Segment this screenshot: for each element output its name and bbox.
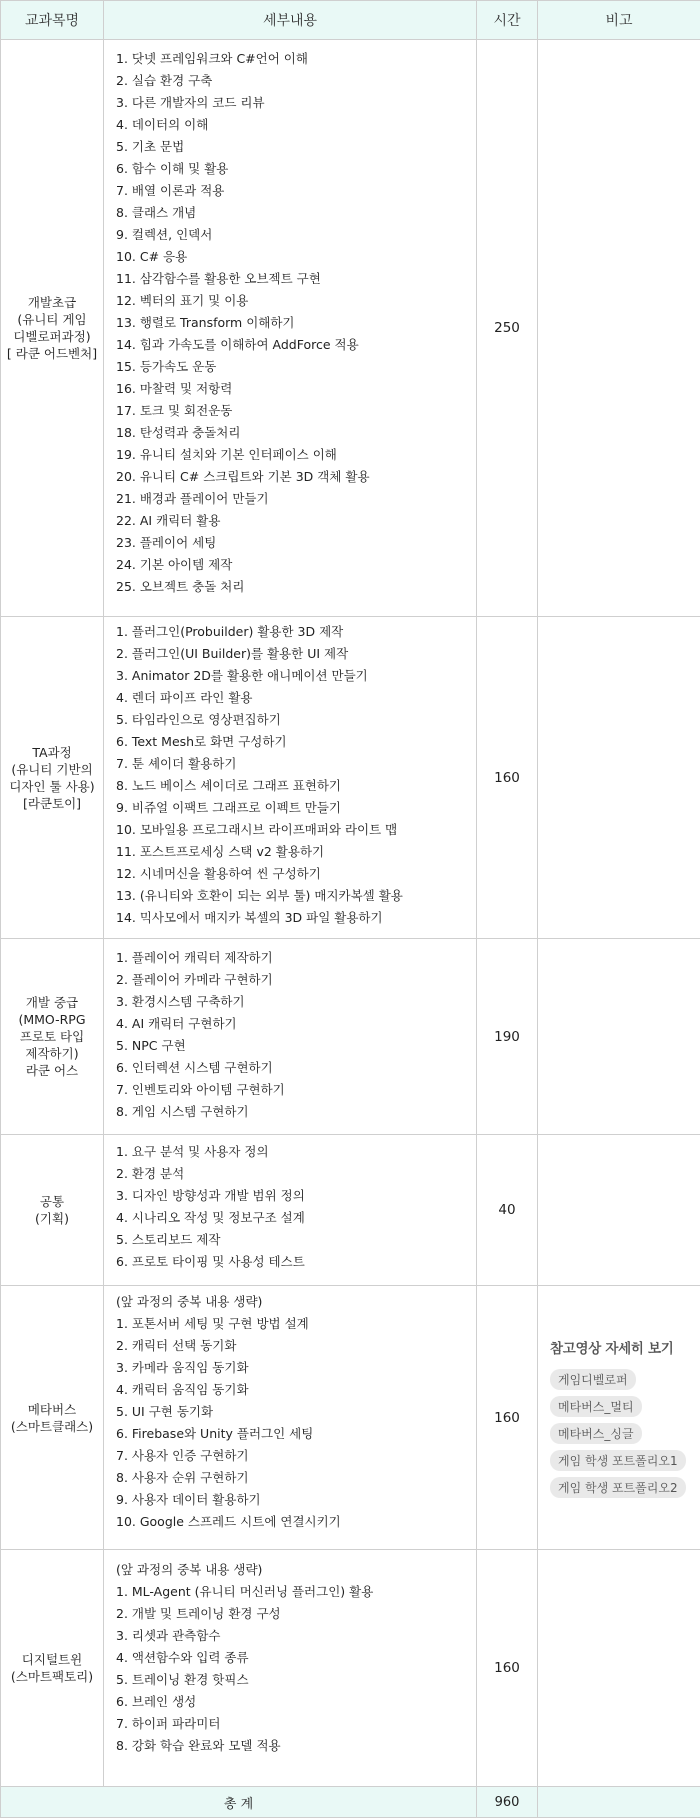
detail-item: 22. AI 캐릭터 활용 [116, 510, 470, 532]
course-name-line: 개발초급 [4, 294, 100, 311]
detail-item: 6. 브레인 생성 [116, 1691, 470, 1713]
course-name-line: 디자인 툴 사용) [4, 778, 100, 795]
total-row [1, 1787, 700, 1818]
detail-item: 6. 프로토 타이핑 및 사용성 테스트 [116, 1251, 470, 1273]
detail-item: 1. 닷넷 프레임워크와 C#언어 이해 [116, 48, 470, 70]
detail-item: 1. ML-Agent (유니티 머신러닝 플러그인) 활용 [116, 1581, 470, 1603]
detail-list [116, 48, 470, 598]
detail-item: 4. 데이터의 이해 [116, 114, 470, 136]
header-subject: 교과목명 [1, 1, 104, 40]
detail-item: 3. Animator 2D를 활용한 애니메이션 만들기 [116, 665, 470, 687]
course-hours: 160 [477, 1550, 538, 1787]
detail-item: 14. 믹사모에서 매지카 복셀의 3D 파일 활용하기 [116, 907, 470, 929]
detail-item: 4. 렌더 파이프 라인 활용 [116, 687, 470, 709]
detail-list [116, 1291, 470, 1533]
detail-item: 2. 플러그인(UI Builder)를 활용한 UI 제작 [116, 643, 470, 665]
header-hours: 시간 [477, 1, 538, 40]
table-header-row [1, 1, 700, 40]
detail-item: (앞 과정의 중복 내용 생략) [116, 1291, 470, 1313]
course-row [1, 40, 700, 617]
detail-item: (앞 과정의 중복 내용 생략) [116, 1559, 470, 1581]
course-hours: 40 [477, 1135, 538, 1286]
course-name-line: 디벨로퍼과정) [4, 328, 100, 345]
detail-item: 4. 액션함수와 입력 종류 [116, 1647, 470, 1669]
detail-item: 1. 플러그인(Probuilder) 활용한 3D 제작 [116, 621, 470, 643]
detail-item: 20. 유니티 C# 스크립트와 기본 3D 객체 활용 [116, 466, 470, 488]
total-label: 총 계 [1, 1787, 477, 1818]
detail-item: 9. 사용자 데이터 활용하기 [116, 1489, 470, 1511]
detail-item: 14. 힘과 가속도를 이해하여 AddForce 적용 [116, 334, 470, 356]
detail-item: 9. 비쥬얼 이팩트 그래프로 이펙트 만들기 [116, 797, 470, 819]
detail-item: 5. 기초 문법 [116, 136, 470, 158]
detail-item: 3. 환경시스템 구축하기 [116, 991, 470, 1013]
detail-item: 4. 캐릭터 움직임 동기화 [116, 1379, 470, 1401]
course-name-line: [ 라쿤 어드벤처] [4, 345, 100, 362]
detail-item: 5. NPC 구현 [116, 1035, 470, 1057]
detail-item: 12. 시네머신을 활용하여 씬 구성하기 [116, 863, 470, 885]
detail-item: 9. 컬렉션, 인덱서 [116, 224, 470, 246]
detail-item: 10. Google 스프레드 시트에 연결시키기 [116, 1511, 470, 1533]
detail-item: 4. AI 캐릭터 구현하기 [116, 1013, 470, 1035]
detail-item: 8. 노드 베이스 셰이더로 그래프 표현하기 [116, 775, 470, 797]
course-note [538, 1286, 700, 1550]
course-hours: 160 [477, 617, 538, 939]
reference-video-link[interactable]: 게임 학생 포트폴리오1 [550, 1450, 686, 1471]
header-note: 비고 [538, 1, 700, 40]
detail-item: 18. 탄성력과 충돌처리 [116, 422, 470, 444]
detail-item: 8. 강화 학습 완료와 모델 적용 [116, 1735, 470, 1757]
course-name-line: (유니티 기반의 [4, 761, 100, 778]
course-name-line: (유니티 게임 [4, 311, 100, 328]
detail-item: 2. 캐릭터 선택 동기화 [116, 1335, 470, 1357]
course-name-line: [라쿤토이] [4, 795, 100, 812]
detail-item: 7. 사용자 인증 구현하기 [116, 1445, 470, 1467]
detail-item: 5. 트레이닝 환경 핫픽스 [116, 1669, 470, 1691]
course-details [104, 617, 477, 939]
detail-item: 7. 하이퍼 파라미터 [116, 1713, 470, 1735]
course-name-line: 개발 중급 [4, 994, 100, 1011]
detail-item: 5. UI 구현 동기화 [116, 1401, 470, 1423]
course-note [538, 40, 700, 617]
detail-list [116, 947, 470, 1123]
course-row [1, 617, 700, 939]
reference-video-link[interactable]: 게임디벨로퍼 [550, 1369, 636, 1390]
course-name-line: (MMO-RPG [4, 1011, 100, 1028]
detail-item: 12. 벡터의 표기 및 이용 [116, 290, 470, 312]
detail-item: 16. 마찰력 및 저항력 [116, 378, 470, 400]
course-details [104, 1550, 477, 1787]
course-name-line: TA과정 [4, 744, 100, 761]
detail-item: 2. 환경 분석 [116, 1163, 470, 1185]
detail-item: 17. 토크 및 회전운동 [116, 400, 470, 422]
detail-item: 3. 다른 개발자의 코드 리뷰 [116, 92, 470, 114]
course-hours: 250 [477, 40, 538, 617]
detail-item: 13. 행렬로 Transform 이해하기 [116, 312, 470, 334]
course-name [1, 1550, 104, 1787]
course-details [104, 939, 477, 1135]
course-note [538, 939, 700, 1135]
course-name-line: 제작하기) [4, 1045, 100, 1062]
total-hours: 960 [477, 1787, 538, 1818]
course-row [1, 1286, 700, 1550]
course-name [1, 1135, 104, 1286]
detail-item: 25. 오브젝트 충돌 처리 [116, 576, 470, 598]
detail-item: 2. 실습 환경 구축 [116, 70, 470, 92]
detail-item: 10. C# 응용 [116, 246, 470, 268]
detail-item: 2. 플레이어 카메라 구현하기 [116, 969, 470, 991]
course-name-line: (기획) [4, 1210, 100, 1227]
detail-item: 8. 게임 시스템 구현하기 [116, 1101, 470, 1123]
course-details [104, 1135, 477, 1286]
course-name-line: 디지털트윈 [4, 1651, 100, 1668]
detail-item: 11. 삼각함수를 활용한 오브젝트 구현 [116, 268, 470, 290]
detail-item: 1. 포톤서버 세팅 및 구현 방법 설계 [116, 1313, 470, 1335]
course-name [1, 939, 104, 1135]
course-name-line: (스마트클래스) [4, 1418, 100, 1435]
detail-item: 13. (유니티와 호환이 되는 외부 툴) 매지카복셀 활용 [116, 885, 470, 907]
detail-item: 6. Firebase와 Unity 플러그인 세팅 [116, 1423, 470, 1445]
course-hours: 160 [477, 1286, 538, 1550]
course-details [104, 40, 477, 617]
detail-item: 1. 플레이어 캐릭터 제작하기 [116, 947, 470, 969]
course-note [538, 1550, 700, 1787]
course-name-line: 공통 [4, 1193, 100, 1210]
course-name-line: 라쿤 어스 [4, 1062, 100, 1079]
detail-item: 1. 요구 분석 및 사용자 정의 [116, 1141, 470, 1163]
detail-item: 6. Text Mesh로 화면 구성하기 [116, 731, 470, 753]
course-name-line: 메타버스 [4, 1401, 100, 1418]
course-name-line: (스마트팩토리) [4, 1668, 100, 1685]
detail-item: 7. 툰 셰이더 활용하기 [116, 753, 470, 775]
detail-list [116, 1141, 470, 1273]
detail-item: 4. 시나리오 작성 및 정보구조 설계 [116, 1207, 470, 1229]
detail-item: 3. 카메라 움직임 동기화 [116, 1357, 470, 1379]
detail-item: 6. 함수 이해 및 활용 [116, 158, 470, 180]
course-name-line: 프로토 타입 [4, 1028, 100, 1045]
course-details [104, 1286, 477, 1550]
course-note [538, 617, 700, 939]
course-note [538, 1135, 700, 1286]
course-name [1, 1286, 104, 1550]
detail-item: 21. 배경과 플레이어 만들기 [116, 488, 470, 510]
detail-item: 15. 등가속도 운동 [116, 356, 470, 378]
reference-video-title: 참고영상 자세히 보기 [550, 1337, 690, 1357]
detail-item: 5. 스토리보드 제작 [116, 1229, 470, 1251]
detail-item: 7. 인벤토리와 아이템 구현하기 [116, 1079, 470, 1101]
course-name [1, 40, 104, 617]
reference-video-link[interactable]: 게임 학생 포트폴리오2 [550, 1477, 686, 1498]
reference-video-link[interactable]: 메타버스_멀티 [550, 1396, 642, 1417]
total-note [538, 1787, 700, 1818]
detail-item: 2. 개발 및 트레이닝 환경 구성 [116, 1603, 470, 1625]
detail-item: 23. 플레이어 세팅 [116, 532, 470, 554]
course-row [1, 1550, 700, 1787]
detail-item: 6. 인터렉션 시스템 구현하기 [116, 1057, 470, 1079]
detail-item: 8. 클래스 개념 [116, 202, 470, 224]
course-hours: 190 [477, 939, 538, 1135]
detail-item: 3. 디자인 방향성과 개발 범위 정의 [116, 1185, 470, 1207]
detail-item: 5. 타임라인으로 영상편집하기 [116, 709, 470, 731]
detail-item: 24. 기본 아이템 제작 [116, 554, 470, 576]
course-row [1, 939, 700, 1135]
detail-item: 10. 모바일용 프로그래시브 라이프매퍼와 라이트 맵 [116, 819, 470, 841]
course-name [1, 617, 104, 939]
reference-video-link[interactable]: 메타버스_싱글 [550, 1423, 642, 1444]
detail-item: 19. 유니티 설치와 기본 인터페이스 이해 [116, 444, 470, 466]
header-detail: 세부내용 [104, 1, 477, 40]
detail-item: 8. 사용자 순위 구현하기 [116, 1467, 470, 1489]
detail-item: 11. 포스트프로세싱 스택 v2 활용하기 [116, 841, 470, 863]
detail-item: 3. 리셋과 관측함수 [116, 1625, 470, 1647]
detail-list [116, 1559, 470, 1757]
course-row [1, 1135, 700, 1286]
detail-list [116, 621, 470, 929]
detail-item: 7. 배열 이론과 적용 [116, 180, 470, 202]
